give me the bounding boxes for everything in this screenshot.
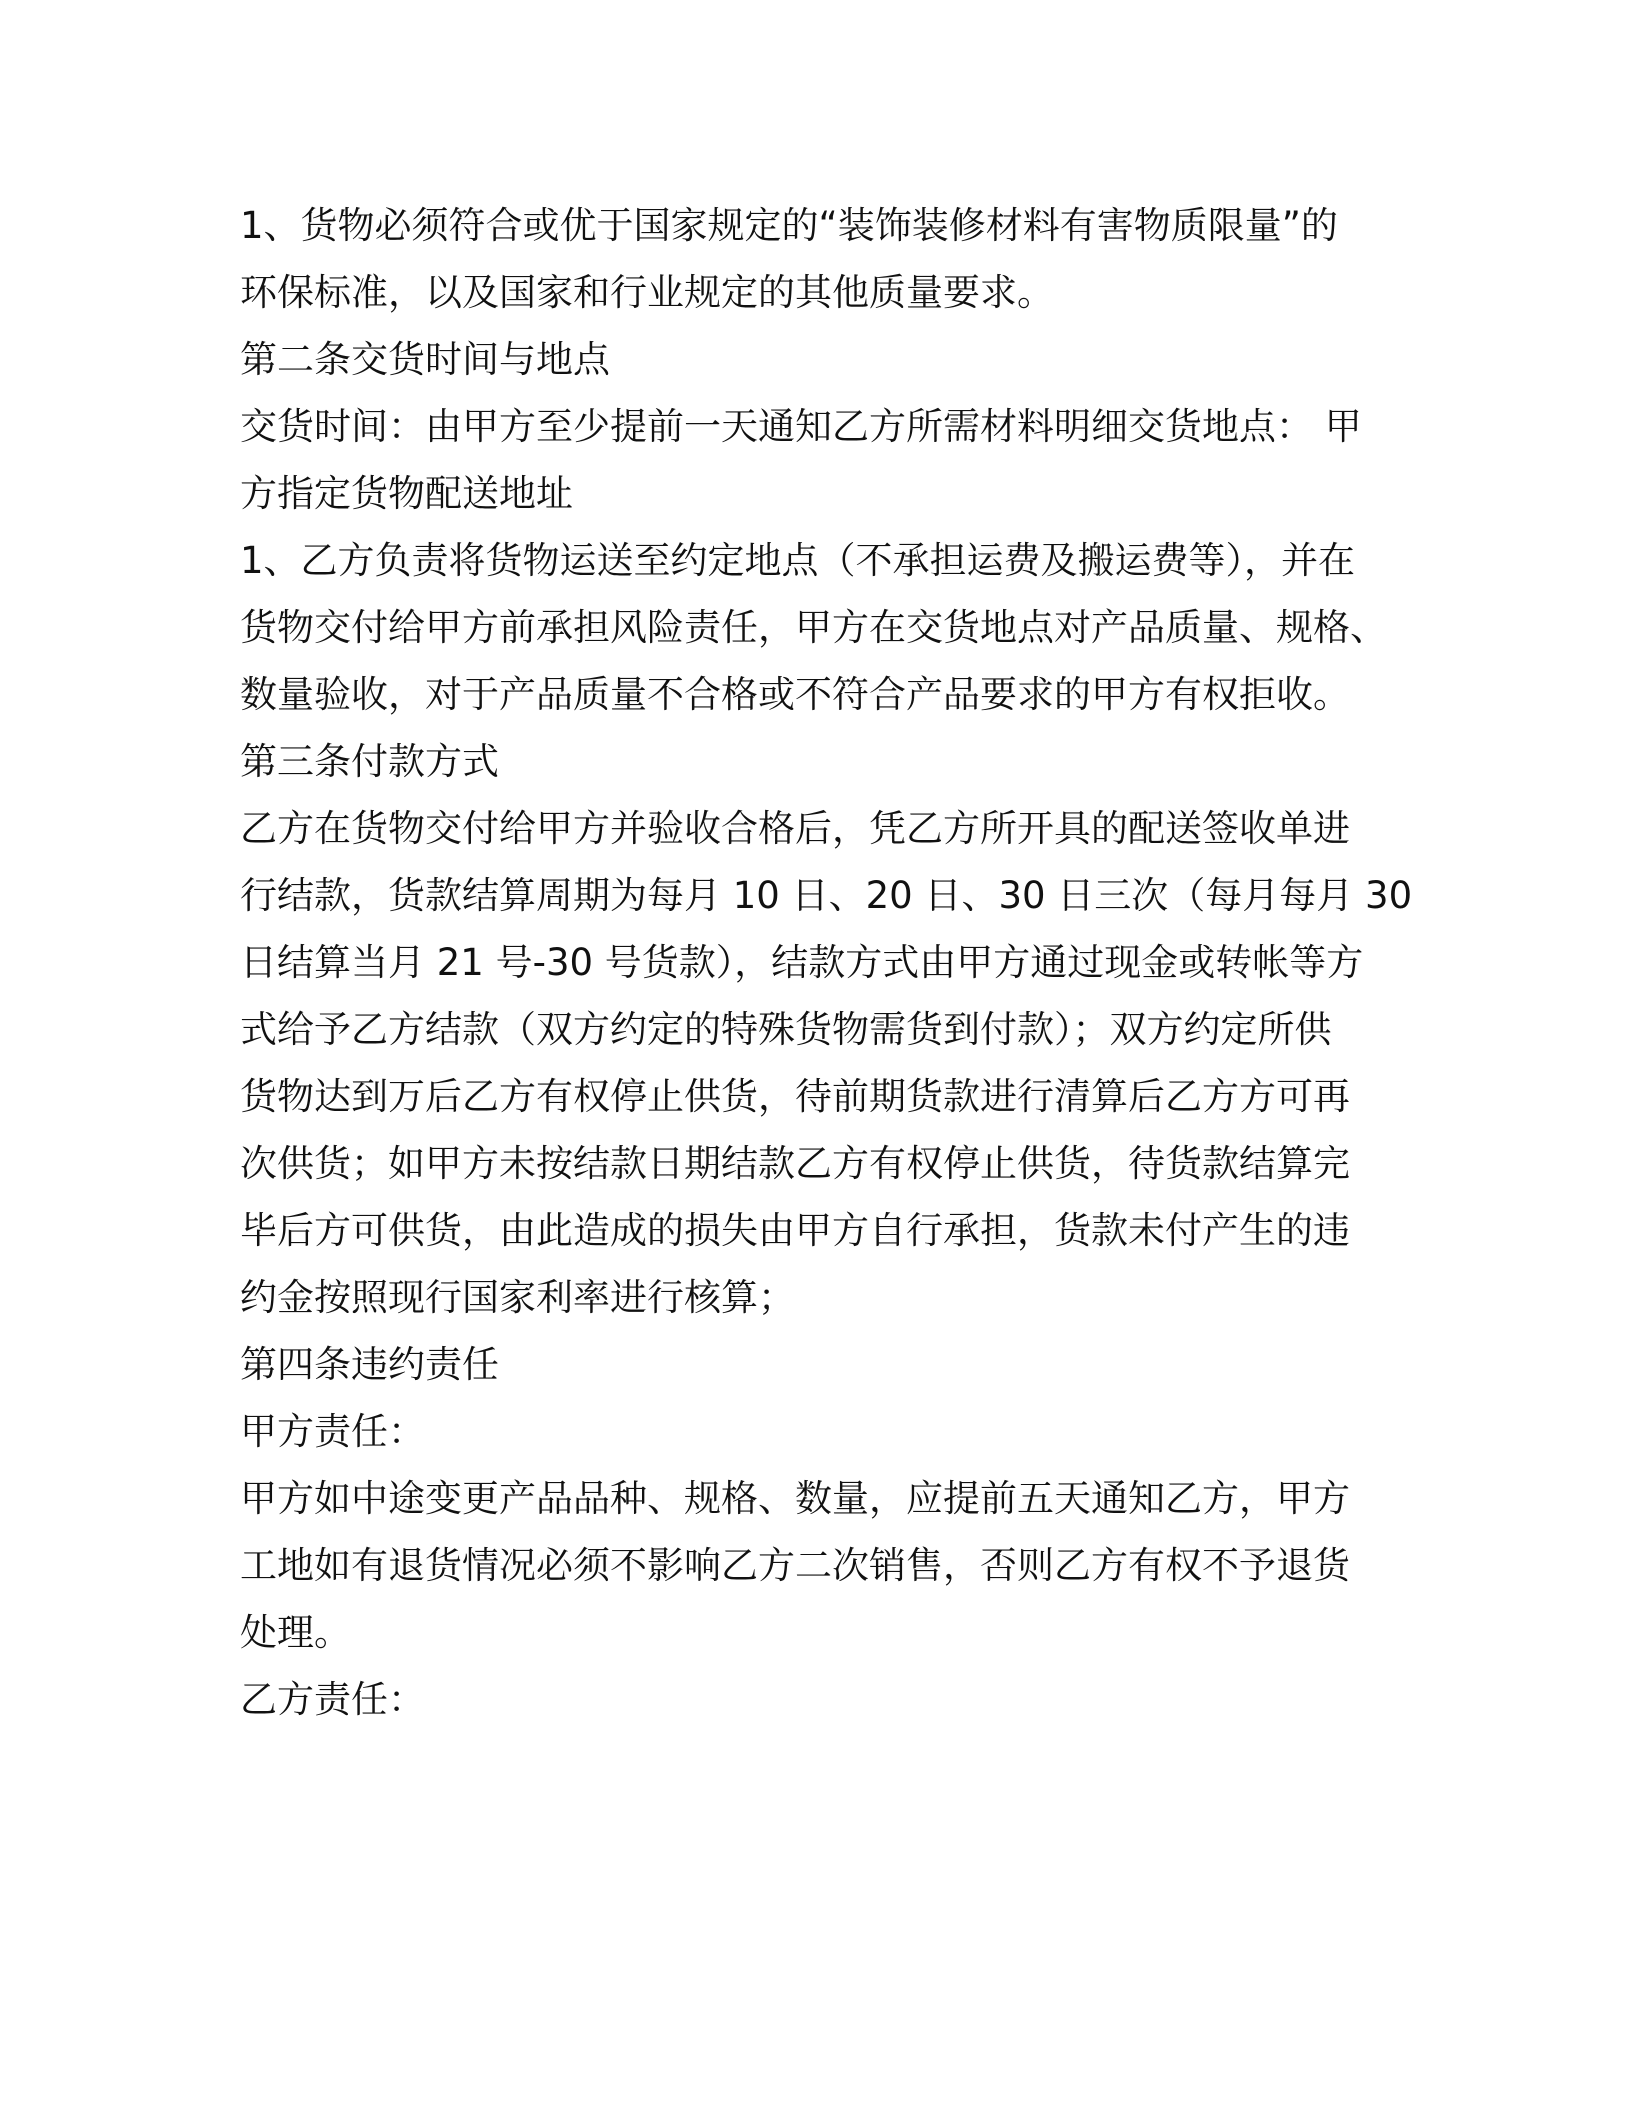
payment-line-3: 日结算当月 21 号-30 号货款），结款方式由甲方通过现金或转帐等方	[240, 941, 1364, 984]
payment-line-7: 毕后方可供货，由此造成的损失由甲方自行承担，货款未付产生的违	[240, 1209, 1350, 1252]
party-a-responsibility-line-3: 处理。	[240, 1611, 351, 1654]
article-2-heading: 第二条交货时间与地点	[240, 338, 610, 381]
article-4-heading: 第四条违约责任	[240, 1343, 499, 1386]
document-body	[240, 192, 1413, 1733]
party-a-responsibility-line-1: 甲方如中途变更产品品种、规格、数量，应提前五天通知乙方，甲方	[240, 1477, 1350, 1520]
payment-line-5: 货物达到万后乙方有权停止供货，待前期货款进行清算后乙方方可再	[240, 1075, 1350, 1118]
clause-1-line-2: 环保标准，以及国家和行业规定的其他质量要求。	[240, 271, 1054, 314]
party-a-responsibility-heading: 甲方责任：	[240, 1410, 425, 1453]
delivery-time-line-1: 交货时间：由甲方至少提前一天通知乙方所需材料明细交货地点： 甲	[240, 405, 1362, 448]
delivery-clause-line-3: 数量验收，对于产品质量不合格或不符合产品要求的甲方有权拒收。	[240, 673, 1350, 716]
delivery-clause-line-2: 货物交付给甲方前承担风险责任，甲方在交货地点对产品质量、规格、	[240, 606, 1387, 649]
article-3-heading: 第三条付款方式	[240, 740, 499, 783]
payment-line-2: 行结款，货款结算周期为每月 10 日、20 日、30 日三次（每月每月 30	[240, 874, 1413, 917]
delivery-time-line-2: 方指定货物配送地址	[240, 472, 573, 515]
payment-line-6: 次供货；如甲方未按结款日期结款乙方有权停止供货，待货款结算完	[240, 1142, 1350, 1185]
party-b-responsibility-heading: 乙方责任：	[240, 1678, 425, 1721]
payment-line-8: 约金按照现行国家利率进行核算；	[240, 1276, 795, 1319]
party-a-responsibility-line-2: 工地如有退货情况必须不影响乙方二次销售，否则乙方有权不予退货	[240, 1544, 1350, 1587]
clause-1-line-1: 1、货物必须符合或优于国家规定的“装饰装修材料有害物质限量”的	[240, 204, 1338, 247]
payment-line-1: 乙方在货物交付给甲方并验收合格后，凭乙方所开具的配送签收单进	[240, 807, 1350, 850]
payment-line-4: 式给予乙方结款（双方约定的特殊货物需货到付款）；双方约定所供	[240, 1008, 1332, 1051]
delivery-clause-line-1: 1、乙方负责将货物运送至约定地点（不承担运费及搬运费等），并在	[240, 539, 1356, 582]
